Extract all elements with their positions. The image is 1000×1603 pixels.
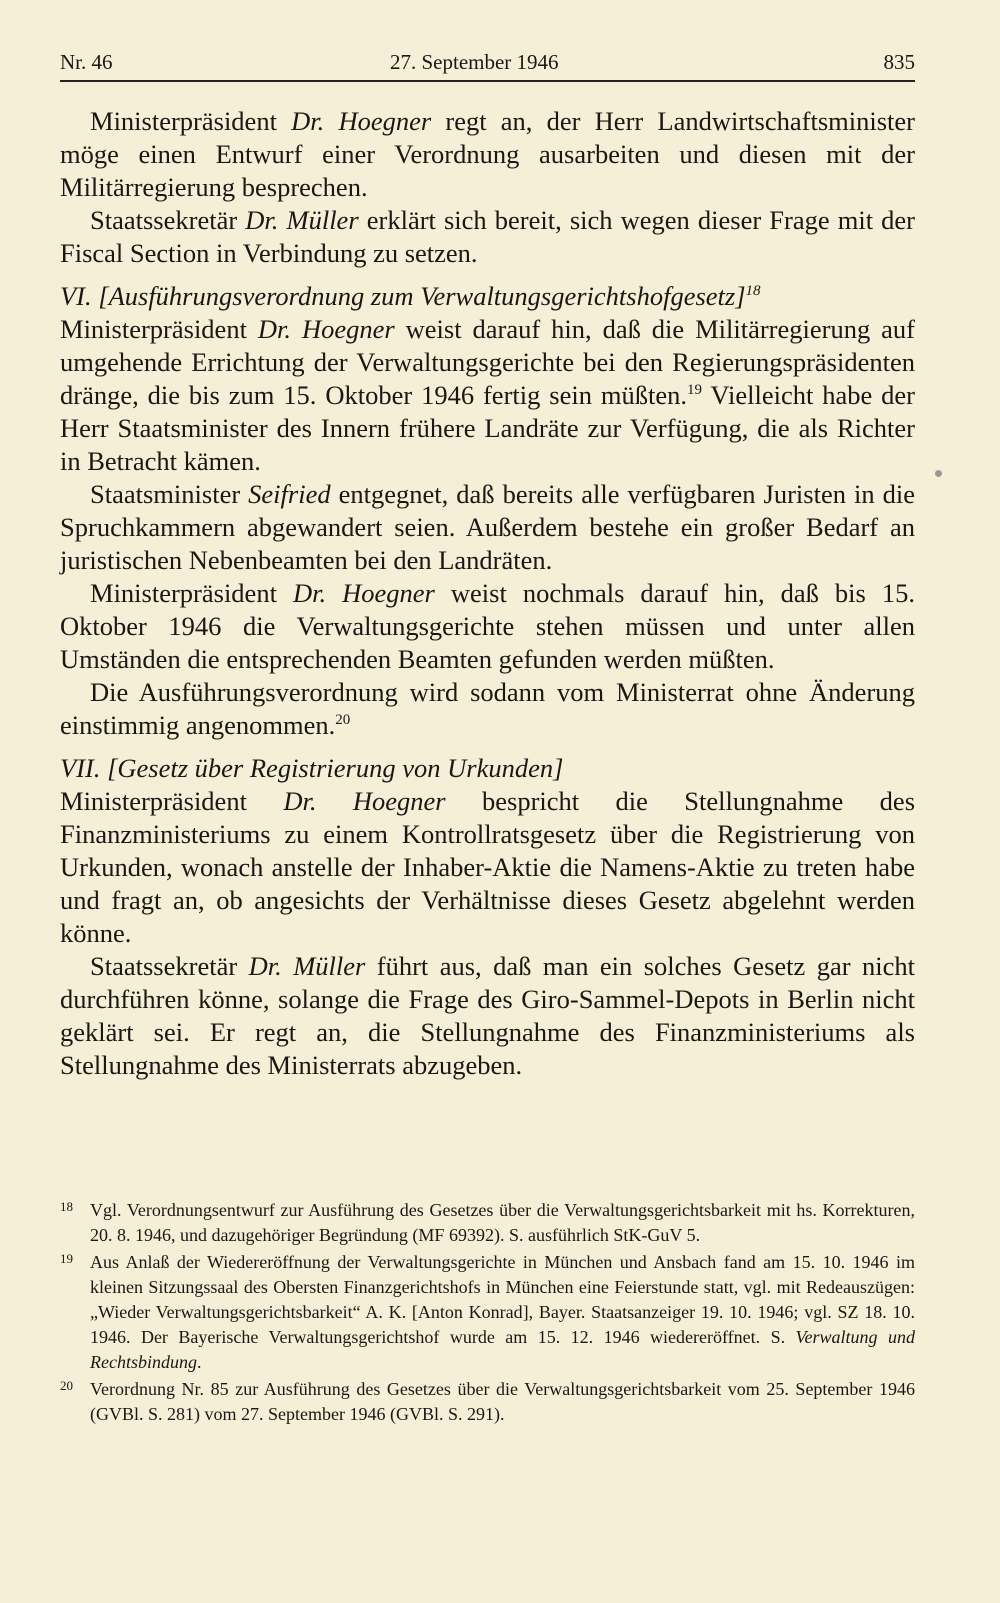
paragraph: Staatsminister Seifried entgegnet, daß bereits alle verfügbaren Juristen in die Spruchkammern abgewandert seien. Außerdem bestehe ein großer Bedarf an juristischen Nebenbeamten bei den Landräten. [60,479,915,575]
speaker-name: Dr. Müller [248,951,366,981]
margin-dot [935,470,942,477]
paragraph: Ministerpräsident Dr. Hoegner regt an, der Herr Landwirtschaftsminister möge einen Entwurf einer Verordnung ausarbeiten und diesen mit der Militärregierung besprechen. [60,106,915,202]
paragraph: Die Ausführungsverordnung wird sodann vom Ministerrat ohne Änderung einstimmig angenommen.$^{20}$ [60,677,915,740]
footnote-20: 20 Verordnung Nr. 85 zur Ausführung des Gesetzes über die Verwaltungsgerichtsbarkeit vom 25. September 1946 (GVBl. S. 281) vom 27. September 1946 (GVBl. S. 291). [60,1377,915,1427]
paragraph: Staatssekretär Dr. Müller führt aus, daß man ein solches Gesetz gar nicht durchführen könne, solange die Frage des Giro-Sammel-Depots in Berlin nicht geklärt sei. Er regt an, die Stellungnahme des Finanzministeriums als Stellungnahme des Ministerrats abzugeben. [60,951,915,1080]
footnote-number: 18 [60,1199,73,1214]
speaker-name: Dr. Hoegner [292,578,435,608]
page-number: 835 [883,50,915,74]
speaker-name: Dr. Hoegner [257,314,395,344]
paragraph: Ministerpräsident Dr. Hoegner weist darauf hin, daß die Militärregierung auf umgehende Errichtung der Verwaltungsgerichte bei den Regierungspräsidenten dränge, die bis zum 15. Oktober 1946 fertig sein müßten.$^{19}$ Vielleicht habe der Herr Staatsminister des Innern frühere Landräte zur Verfügung, die als Richter in Betracht kämen. [60,314,916,476]
footnotes [60,1198,915,1429]
paragraph: Ministerpräsident Dr. Hoegner weist nochmals darauf hin, daß bis 15. Oktober 1946 die Verwaltungsgerichte stehen müssen und unter allen Umständen die entsprechenden Beamten gefunden werden müßten. [60,578,915,674]
footnote-19: 19 Aus Anlaß der Wiedereröffnung der Verwaltungsgerichte in München und Ansbach fand am 15. 10. 1946 im kleinen Sitzungssaal des Obersten Finanzgerichtshofs in München eine Feierstunde statt, vgl. mit Redeauszügen: „Wieder Verwaltungsgerichtsbarkeit“ A. K. [Anton Konrad], Bayer. Staatsanzeiger 19. 10. 1946; vgl. SZ 18. 10. 1946. Der Bayerische Verwaltungsgerichtshof wurde am 15. 12. 1946 wiedereröffnet. S. Verwaltung und Rechtsbindung. [60,1250,915,1375]
header-date: 27. September 1946 [390,50,559,74]
speaker-name: Dr. Hoegner [291,106,432,136]
footnote-ref: 18 [745,283,761,300]
footnote-number: 19 [60,1251,73,1266]
paragraph: Staatssekretär Dr. Müller erklärt sich bereit, sich wegen dieser Frage mit der Fiscal Section in Verbindung zu setzen. [60,205,915,268]
running-header [60,46,915,82]
footnote-ref: 19 [687,382,702,399]
speaker-name: Dr. Hoegner [283,786,446,816]
footnote-ref: 20 [335,712,351,729]
speaker-name: Seifried [248,479,331,509]
issue-number: Nr. 46 [60,50,113,74]
section-heading-vii: VII. [Gesetz über Registrierung von Urkunden] [60,753,564,783]
paragraph: Ministerpräsident Dr. Hoegner bespricht die Stellungnahme des Finanzministeriums zu einem Kontrollratsgesetz über die Registrierung von Urkunden, wonach anstelle der Inhaber-Aktie die Namens-Aktie zu treten habe und fragt an, ob angesichts der Verhältnisse dieses Gesetz abgelehnt werden könne. [60,786,916,948]
footnote-18: 18 Vgl. Verordnungsentwurf zur Ausführung des Gesetzes über die Verwaltungsgerichtsbarkeit mit hs. Korrekturen, 20. 8. 1946, und dazugehöriger Begründung (MF 69392). S. ausführlich StK-GuV 5. [60,1198,915,1248]
speaker-name: Dr. Müller [245,205,359,235]
section-heading-vi: VI. [Ausführungsverordnung zum Verwaltungsgerichtshofgesetz]$^{18}$ [60,281,761,311]
footnote-number: 20 [60,1378,73,1393]
body-text [60,105,915,1082]
